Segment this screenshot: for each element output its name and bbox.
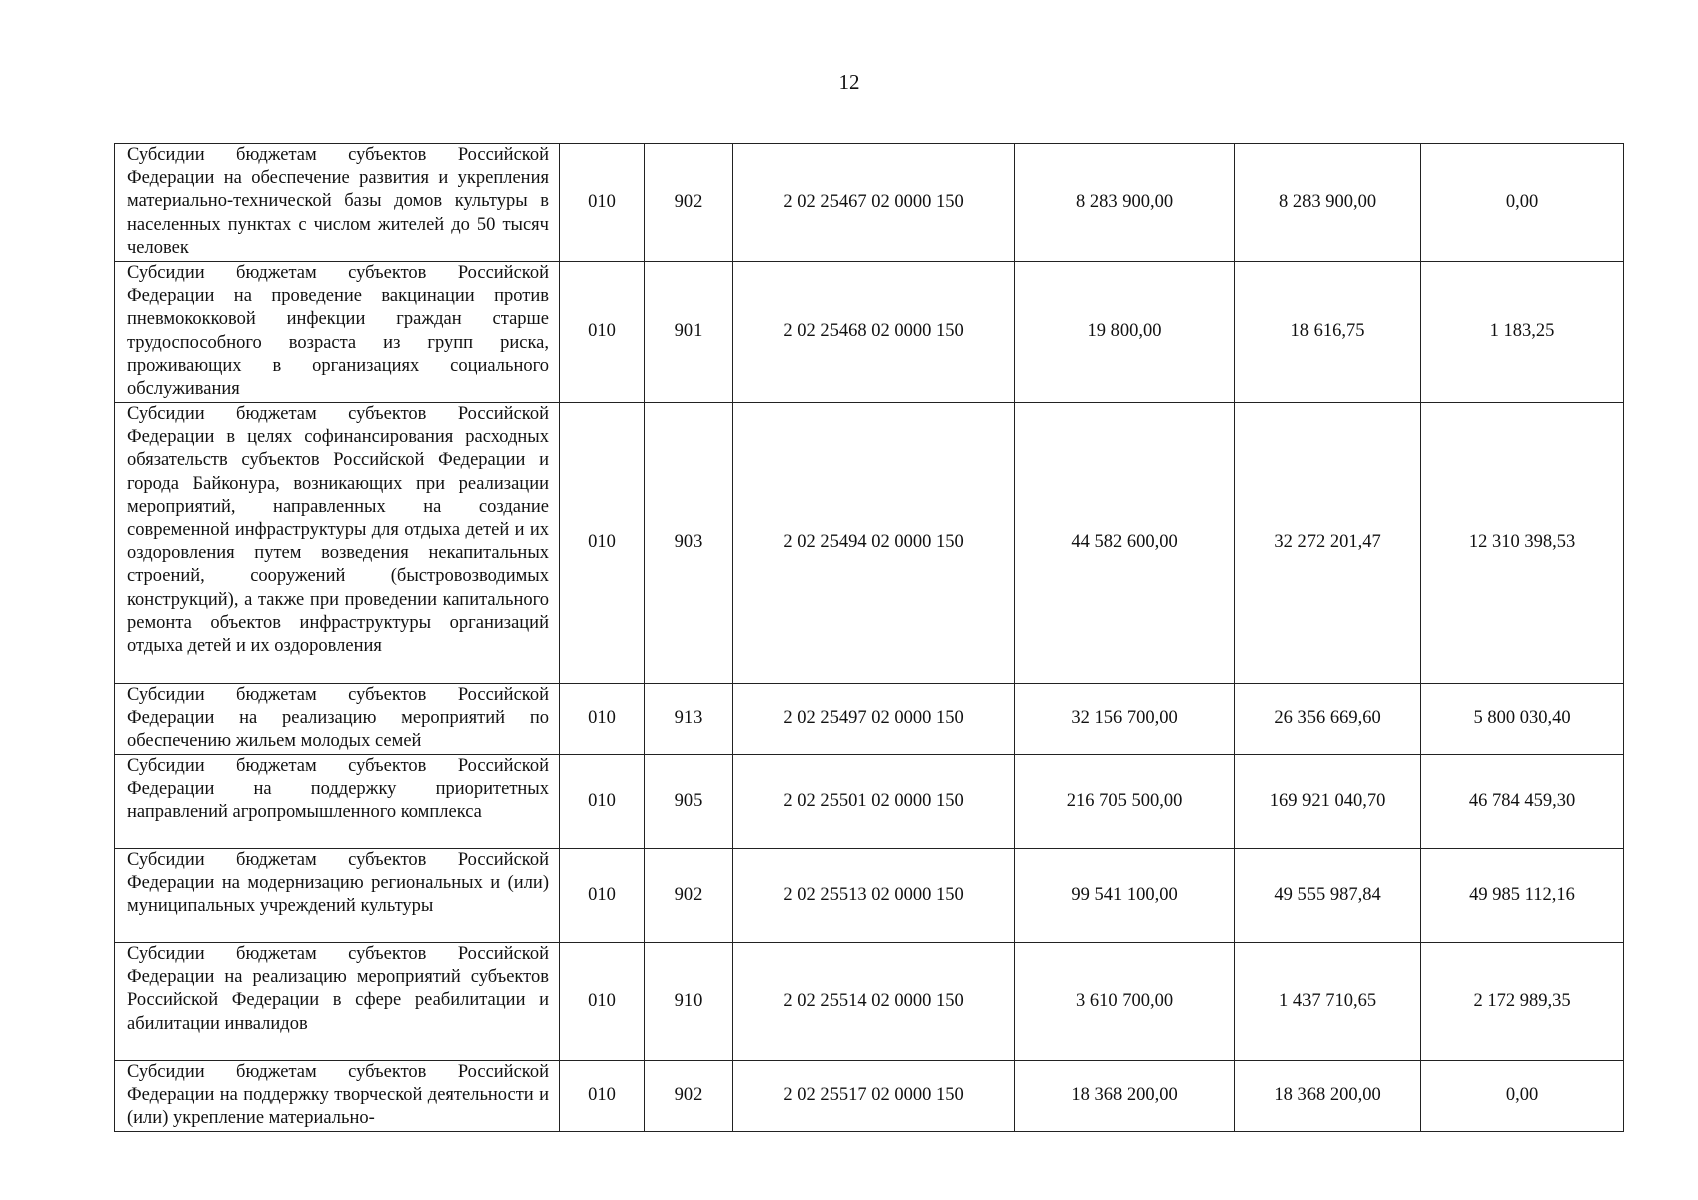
amount3-cell: 12 310 398,53 xyxy=(1421,403,1624,684)
amount1-cell: 19 800,00 xyxy=(1015,262,1235,403)
code1-cell: 010 xyxy=(560,403,645,684)
amount3-cell: 0,00 xyxy=(1421,144,1624,262)
code2-cell: 905 xyxy=(645,755,733,849)
kbk-cell: 2 02 25468 02 0000 150 xyxy=(733,262,1015,403)
code2-cell: 913 xyxy=(645,684,733,755)
description-cell: Субсидии бюджетам субъектов Российской Федерации на поддержку творческой деятельности и (или) укрепление материально- xyxy=(115,1061,560,1132)
table-row xyxy=(115,144,1624,262)
kbk-cell: 2 02 25501 02 0000 150 xyxy=(733,755,1015,849)
table-row xyxy=(115,755,1624,849)
amount1-cell: 44 582 600,00 xyxy=(1015,403,1235,684)
amount3-cell: 1 183,25 xyxy=(1421,262,1624,403)
description-cell: Субсидии бюджетам субъектов Российской Федерации на модернизацию региональных и (или) муниципальных учреждений культуры xyxy=(115,849,560,943)
amount3-cell: 5 800 030,40 xyxy=(1421,684,1624,755)
kbk-cell: 2 02 25513 02 0000 150 xyxy=(733,849,1015,943)
code1-cell: 010 xyxy=(560,755,645,849)
code2-cell: 902 xyxy=(645,144,733,262)
amount2-cell: 18 368 200,00 xyxy=(1235,1061,1421,1132)
amount1-cell: 18 368 200,00 xyxy=(1015,1061,1235,1132)
amount2-cell: 169 921 040,70 xyxy=(1235,755,1421,849)
amount2-cell: 32 272 201,47 xyxy=(1235,403,1421,684)
kbk-cell: 2 02 25514 02 0000 150 xyxy=(733,943,1015,1061)
code2-cell: 901 xyxy=(645,262,733,403)
kbk-cell: 2 02 25467 02 0000 150 xyxy=(733,144,1015,262)
code1-cell: 010 xyxy=(560,262,645,403)
kbk-cell: 2 02 25497 02 0000 150 xyxy=(733,684,1015,755)
amount2-cell: 1 437 710,65 xyxy=(1235,943,1421,1061)
code2-cell: 903 xyxy=(645,403,733,684)
code2-cell: 910 xyxy=(645,943,733,1061)
table-row xyxy=(115,684,1624,755)
kbk-cell: 2 02 25517 02 0000 150 xyxy=(733,1061,1015,1132)
table-row xyxy=(115,262,1624,403)
amount2-cell: 8 283 900,00 xyxy=(1235,144,1421,262)
amount3-cell: 46 784 459,30 xyxy=(1421,755,1624,849)
code1-cell: 010 xyxy=(560,684,645,755)
amount3-cell: 0,00 xyxy=(1421,1061,1624,1132)
kbk-cell: 2 02 25494 02 0000 150 xyxy=(733,403,1015,684)
description-cell: Субсидии бюджетам субъектов Российской Федерации на поддержку приоритетных направлений агропромышленного комплекса xyxy=(115,755,560,849)
description-cell: Субсидии бюджетам субъектов Российской Федерации на проведение вакцинации против пневмококковой инфекции граждан старше трудоспособного возраста из групп риска, проживающих в организациях социального обслуживания xyxy=(115,262,560,403)
amount2-cell: 26 356 669,60 xyxy=(1235,684,1421,755)
code1-cell: 010 xyxy=(560,849,645,943)
amount3-cell: 49 985 112,16 xyxy=(1421,849,1624,943)
code1-cell: 010 xyxy=(560,943,645,1061)
table-row xyxy=(115,1061,1624,1132)
code2-cell: 902 xyxy=(645,1061,733,1132)
amount2-cell: 18 616,75 xyxy=(1235,262,1421,403)
page-number: 12 xyxy=(838,70,860,94)
table-row xyxy=(115,849,1624,943)
amount1-cell: 99 541 100,00 xyxy=(1015,849,1235,943)
amount1-cell: 32 156 700,00 xyxy=(1015,684,1235,755)
amount1-cell: 8 283 900,00 xyxy=(1015,144,1235,262)
description-cell: Субсидии бюджетам субъектов Российской Федерации на обеспечение развития и укрепления материально-технической базы домов культуры в населенных пунктах с числом жителей до 50 тысяч человек xyxy=(115,144,560,262)
budget-table xyxy=(114,143,1624,1132)
code1-cell: 010 xyxy=(560,144,645,262)
amount1-cell: 216 705 500,00 xyxy=(1015,755,1235,849)
table-row xyxy=(115,403,1624,684)
code2-cell: 902 xyxy=(645,849,733,943)
amount1-cell: 3 610 700,00 xyxy=(1015,943,1235,1061)
description-cell: Субсидии бюджетам субъектов Российской Федерации в целях софинансирования расходных обязательств субъектов Российской Федерации и города Байконура, возникающих при реализации мероприятий, направленных на создание современной инфраструктуры для отдыха детей и их оздоровления путем возведения некапитальных строений, сооружений (быстровозводимых конструкций), а также при проведении капитального ремонта объектов инфраструктуры организаций отдыха детей и их оздоровления xyxy=(115,403,560,684)
amount3-cell: 2 172 989,35 xyxy=(1421,943,1624,1061)
code1-cell: 010 xyxy=(560,1061,645,1132)
amount2-cell: 49 555 987,84 xyxy=(1235,849,1421,943)
description-cell: Субсидии бюджетам субъектов Российской Федерации на реализацию мероприятий по обеспечению жильем молодых семей xyxy=(115,684,560,755)
table-row xyxy=(115,943,1624,1061)
description-cell: Субсидии бюджетам субъектов Российской Федерации на реализацию мероприятий субъектов Российской Федерации в сфере реабилитации и абилитации инвалидов xyxy=(115,943,560,1061)
